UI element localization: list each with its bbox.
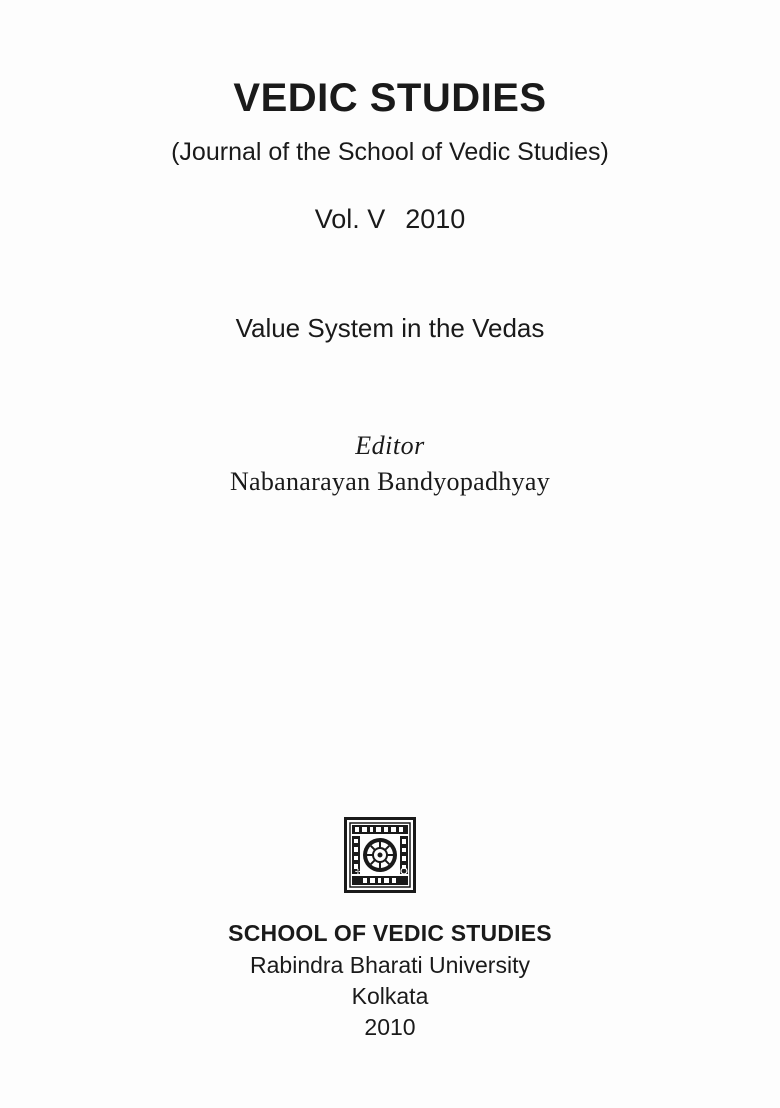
journal-subtitle: (Journal of the School of Vedic Studies) bbox=[171, 138, 609, 166]
volume-number: Vol. V bbox=[314, 204, 386, 234]
publisher-name: SCHOOL OF VEDIC STUDIES bbox=[228, 920, 552, 946]
volume-line bbox=[0, 204, 780, 235]
editor-label: Editor bbox=[355, 431, 425, 460]
university-name: Rabindra Bharati University bbox=[250, 952, 530, 978]
publication-year: 2010 bbox=[364, 1014, 416, 1040]
university-seal-icon bbox=[344, 817, 416, 893]
editor-name: Nabanarayan Bandyopadhyay bbox=[229, 467, 551, 496]
svg-text:✢: ✢ bbox=[355, 868, 361, 876]
publication-city: Kolkata bbox=[351, 983, 429, 1009]
volume-year: 2010 bbox=[405, 204, 466, 234]
issue-theme: Value System in the Vedas bbox=[235, 313, 545, 343]
journal-title: VEDIC STUDIES bbox=[233, 76, 547, 120]
